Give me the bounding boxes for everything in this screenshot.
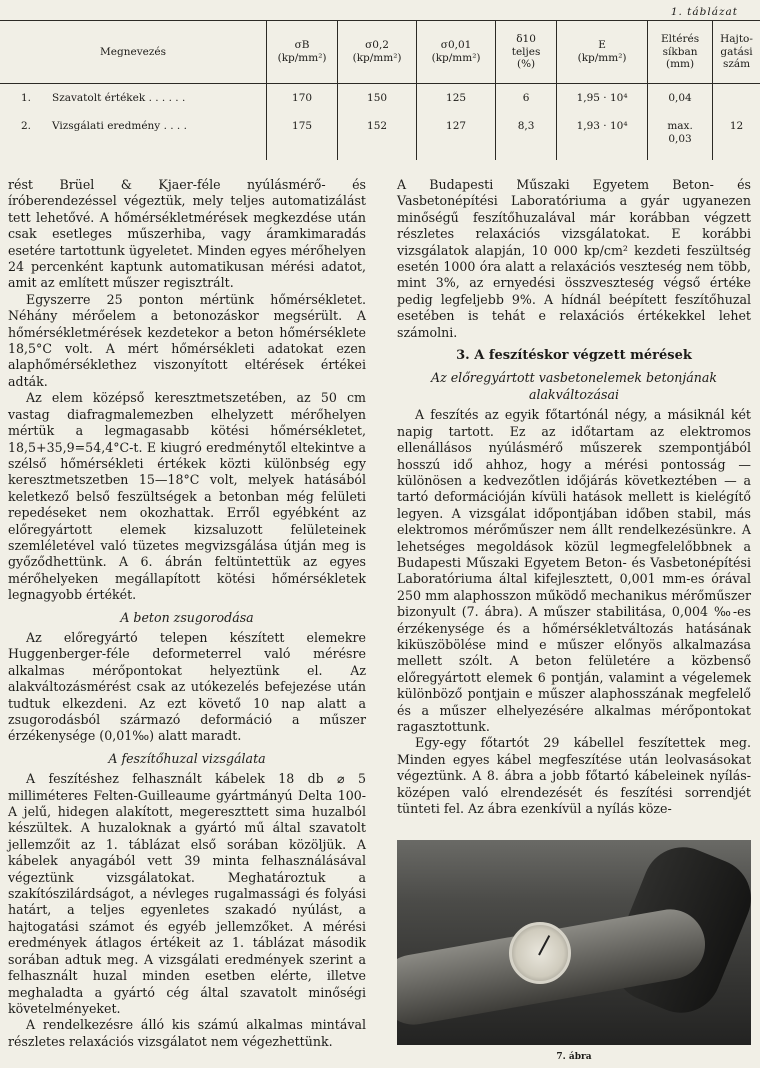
paragraph: A feszítéshez felhasznált kábelek 18 db ⌀ 5 milliméteres Felten-Guilleaume gyártmányú Delta 100-A jelű, hidegen alakított, megereszttett sima huzalból készültek. A huzaloknak a gyártó mű által szavatolt jellemzőit az 1. táblázat első sorában közöljük. A kábelek anyagából vett 39 minta felhasználásával végeztünk vizsgálatokat. Meghatároztuk a szakítószilárdságot, a névleges rugalmassági és folyási határt, a teljes egyenletes szakadó nyúlást, a hajtogatási számot és egyéb jellemzőket. A mérési eredmények átlagos értékeit az 1. táblázat második sorában adtuk meg. A vizsgálati eredmények szerint a felhasznált huzal minden esetben elérte, illetve meghaladta a gyártó cég által szavatolt minőségi követelményeket. — [8, 771, 366, 1016]
cell-e: 1,93 · 10⁴ — [557, 112, 648, 160]
cell-sigma-02: 152 — [338, 112, 417, 160]
table-row — [0, 112, 760, 160]
row-number: 2. — [20, 120, 31, 132]
col-header-bend-count: Hajto- gatási szám — [713, 21, 760, 84]
left-column — [8, 177, 366, 1050]
col-header-sigma-001: σ0,01 (kp/mm²) — [417, 21, 496, 84]
cell-sigma-b: 175 — [267, 112, 338, 160]
paragraph: rést Brüel & Kjaer-féle nyúlásmérő- és íróberendezéssel végeztük, mely teljes automatizálást tett lehetővé. A hőmérsékletmérések megkezdése után csak esetleges műszerhiba, vagy áramkimaradás esetére tartottunk ügyeletet. Minden egyes mérőhelyen 24 percenként kaptunk automatikusan mérési adatot, amit az említett műszer regisztrált. — [8, 177, 366, 291]
cell-delta10: 6 — [496, 84, 557, 113]
col-header-delta10: δ10 teljes (%) — [496, 21, 557, 84]
cell-bend-count: 12 — [713, 112, 760, 160]
paragraph: A feszítés az egyik főtartónál négy, a másiknál két napig tartott. Ez az időtartam az elektromos ellenállásos nyúlásmérő műszerek szempontjából hosszú idő ahhoz, hogy a mérési pontosság — különösen a kedvezőtlen időjárás következtében — a tartó deformációján kívüli hatások mellett is kielégítő legyen. A vizsgálat időpontjában időben stabil, más elektromos mérőműszer nem állt rendelkezésünkre. A lehetséges megoldások közül legmegfelelőbbnek a Budapesti Műszaki Egyetem Beton- és Vasbetonépítési Laboratóriuma által kifejlesztett, 0,001 mm-es órával 250 mm alaphosszon működő mechanikus mérőműszer bizonyult (7. ábra). A műszer stabilitása, 0,004 ‰-es érzékenysége és a hőmérsékletváltozás hatásának kiküszöbölése mind e műszer előnyös alkalmazása mellett szólt. A beton felületére a közbenső előregyártott elemek 6 pontján, valamint a végelemek különböző pontjain e műszer alaphosszának megfelelő és a műszer elhelyezésére alkalmas mérőpontokat ragasztottunk. — [397, 407, 751, 734]
cell-sigma-b: 170 — [267, 84, 338, 113]
cell-delta10: 8,3 — [496, 112, 557, 160]
cell-sigma-001: 127 — [417, 112, 496, 160]
paragraph: Egyszerre 25 ponton mértünk hőmérsékletet. Néhány mérőelem a betonozáskor megsérült. A hőmérsékletmérések kezdetekor a beton hőmérséklete 18,5°C volt. A mért hőmérsékleti adatokat ezen alaphőmérséklethez viszonyított eltérések értékei adták. — [8, 291, 366, 389]
table-header-row — [0, 21, 760, 84]
section-heading: A beton zsugorodása — [120, 609, 254, 625]
section-subtitle: Az előregyártott vasbetonelemek betonjának alakváltozásai — [431, 370, 717, 402]
cell-sigma-001: 125 — [417, 84, 496, 113]
row-label: Vizsgálati eredmény . . . . — [52, 120, 187, 132]
section-heading: A feszítőhuzal vizsgálata — [108, 750, 266, 766]
figure-caption: 7. ábra — [556, 1052, 592, 1062]
paragraph: Egy-egy főtartót 29 kábellel feszítettek meg. Minden egyes kábel megfeszítése után leolvasásokat végeztünk. A 8. ábra a jobb főtartó kábeleinek nyílás-középen való elrendezését és feszítési sorrendjét tünteti fel. Az ábra ezenkívül a nyílás köze- — [397, 735, 751, 817]
col-header-deviation: Eltérés síkban (mm) — [648, 21, 713, 84]
table-caption: 1. táblázat — [670, 6, 738, 18]
row-label: Szavatolt értékek . . . . . . — [52, 92, 186, 104]
col-header-e: E (kp/mm²) — [557, 21, 648, 84]
paragraph: Az elem középső keresztmetszetében, az 50 cm vastag diafragmalemezben elhelyzett mérőhelyen mértük a legmagasabb kötési hőmérsékletet, 18,5+35,9=54,4°C-t. E kiugró eredménytől eltekintve a szélső hőmérsékleti értékek közti különbség egy keresztmetszetben 15—18°C volt, melyek hatásából keletkező belső feszültségek a betonban még felületi repedéseket nem okozhattak. Erről egyébként az előregyártott elemek kizsaluzott felületeinek szemléletével való tüzetes megvizsgálása útján meg is győződhettünk. A 6. ábrán feltüntettük az egyes mérőhelyeken megállapított kötési hőmérsékletek legnagyobb értékét. — [8, 390, 366, 603]
col-header-sigma-b: σB (kp/mm²) — [267, 21, 338, 84]
dial-gauge-icon — [509, 922, 571, 984]
cell-e: 1,95 · 10⁴ — [557, 84, 648, 113]
table-row — [0, 84, 760, 113]
col-header-name: Megnevezés — [0, 21, 267, 84]
cell-deviation: max. 0,03 — [648, 112, 713, 160]
section-title: 3. A feszítéskor végzett mérések — [456, 348, 692, 364]
row-number: 1. — [20, 92, 31, 104]
paragraph: A rendelkezésre álló kis számú alkalmas mintával részletes relaxációs vizsgálatot nem végezhettünk. — [8, 1017, 366, 1049]
figure-photo-gauge — [397, 840, 751, 1045]
paragraph: Az előregyártó telepen készített elemekre Huggenberger-féle deformeterrel való mérésre alkalmas mérőpontokat helyeztünk el. Az alakváltozásmérést csak az utókezelés befejezése után tudtuk elkezdeni. Az ezt követő 10 nap alatt a zsugorodásból származó deformáció a műszer érzékenysége (0,01‰) alatt maradt. — [8, 629, 366, 744]
paragraph: A Budapesti Műszaki Egyetem Beton- és Vasbetonépítési Laboratóriuma a gyár ugyanezen minőségű feszítőhuzalával már korábban végzett részletes relaxációs vizsgálatokat. E korábbi vizsgálatok alapján, 10 000 kp/cm² kezdeti feszültség esetén 1000 óra alatt a relaxációs veszteség nem több, mint 3%, az ernyedési összveszteség végső értéke pedig legfeljebb 9%. A hídnál beépített feszítőhuzal esetében is tehát e relaxációs értékekkel lehet számolni. — [397, 177, 751, 340]
cell-deviation: 0,04 — [648, 84, 713, 113]
col-header-sigma-02: σ0,2 (kp/mm²) — [338, 21, 417, 84]
right-column — [397, 177, 751, 817]
cell-sigma-02: 150 — [338, 84, 417, 113]
cell-bend-count — [713, 84, 760, 113]
properties-table — [0, 20, 760, 160]
